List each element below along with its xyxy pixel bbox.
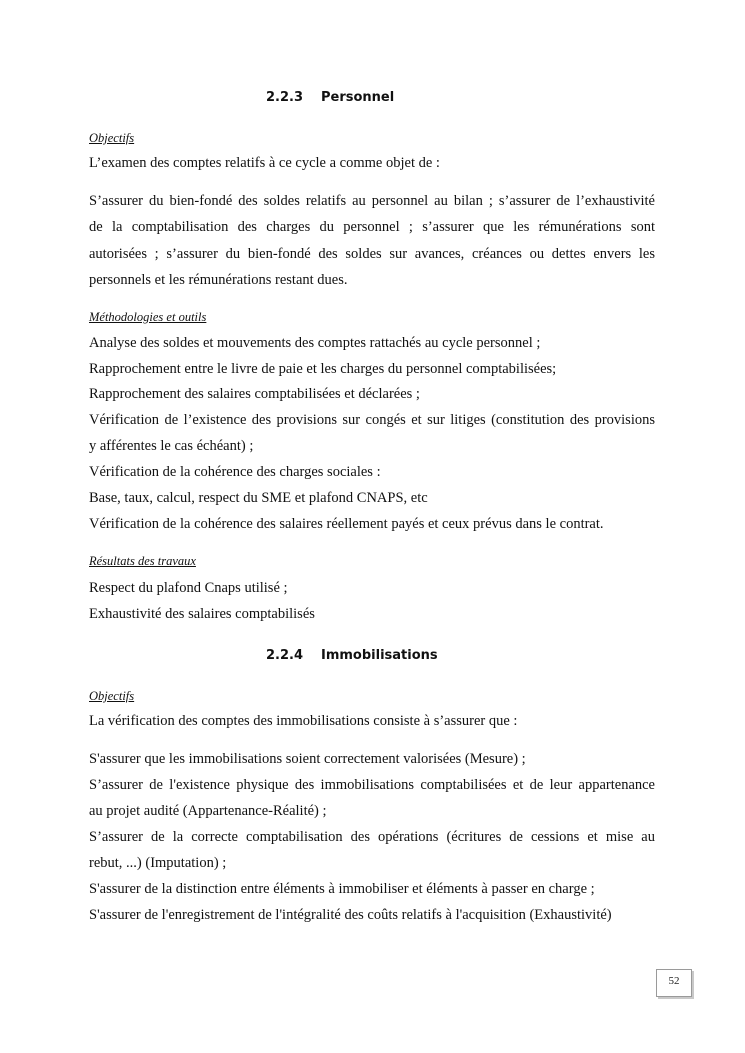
objective-item: S'assurer de la distinction entre éléments à immobiliser et éléments à passer en charge ; [89,881,595,897]
methodologies-label: Méthodologies et outils [89,310,207,324]
page-number: 52 [656,969,692,997]
methodology-item: Analyse des soldes et mouvements des comptes rattachés au cycle personnel ; [89,335,541,351]
methodology-item: Rapprochement des salaires comptabilisées et déclarées ; [89,386,420,402]
objectifs-label: Objectifs [89,131,135,145]
methodology-item: Vérification de l’existence des provisions sur congés et sur litiges (constitution des provisions [89,412,655,428]
result-item: Respect du plafond Cnaps utilisé ; [89,580,288,596]
objective-item: au projet audité (Appartenance-Réalité) ; [89,803,327,819]
methodology-item: Vérification de la cohérence des charges sociales : [89,464,381,480]
resultats-label: Résultats des travaux [89,554,196,568]
objectifs-intro: L’examen des comptes relatifs à ce cycle a comme objet de : [89,155,440,171]
objective-item: rebut, ...) (Imputation) ; [89,855,227,871]
paragraph-line: de la comptabilisation des charges du personnel ; s’assurer que les rémunérations sont [89,219,655,235]
section-title: Immobilisations [321,648,438,663]
section-number: 2.2.4 [266,648,304,663]
objectifs-label: Objectifs [89,689,135,703]
paragraph-line: autorisées ; s’assurer du bien-fondé des soldes sur avances, créances ou dettes envers les [89,246,655,262]
section-title: Personnel [321,90,395,105]
section-number: 2.2.3 [266,90,304,105]
objective-item: S’assurer de la correcte comptabilisation des opérations (écritures de cessions et mise au [89,829,655,845]
methodology-item: Vérification de la cohérence des salaires réellement payés et ceux prévus dans le contrat. [89,516,604,532]
paragraph-line: personnels et les rémunérations restant dues. [89,272,348,288]
objective-item: S’assurer de l'existence physique des immobilisations comptabilisées et de leur appartenance [89,777,655,793]
objectifs-intro: La vérification des comptes des immobilisations consiste à s’assurer que : [89,713,518,729]
methodology-item: Base, taux, calcul, respect du SME et plafond CNAPS, etc [89,490,428,506]
result-item: Exhaustivité des salaires comptabilisés [89,606,315,622]
methodology-item: Rapprochement entre le livre de paie et les charges du personnel comptabilisées; [89,361,557,377]
objective-item: S'assurer que les immobilisations soient correctement valorisées (Mesure) ; [89,751,526,767]
methodology-item: y afférentes le cas échéant) ; [89,438,254,454]
paragraph-line: S’assurer du bien-fondé des soldes relatifs au personnel au bilan ; s’assurer de l’exhaustivité [89,193,655,209]
objective-item: S'assurer de l'enregistrement de l'intégralité des coûts relatifs à l'acquisition (Exhaustivité) [89,907,612,923]
